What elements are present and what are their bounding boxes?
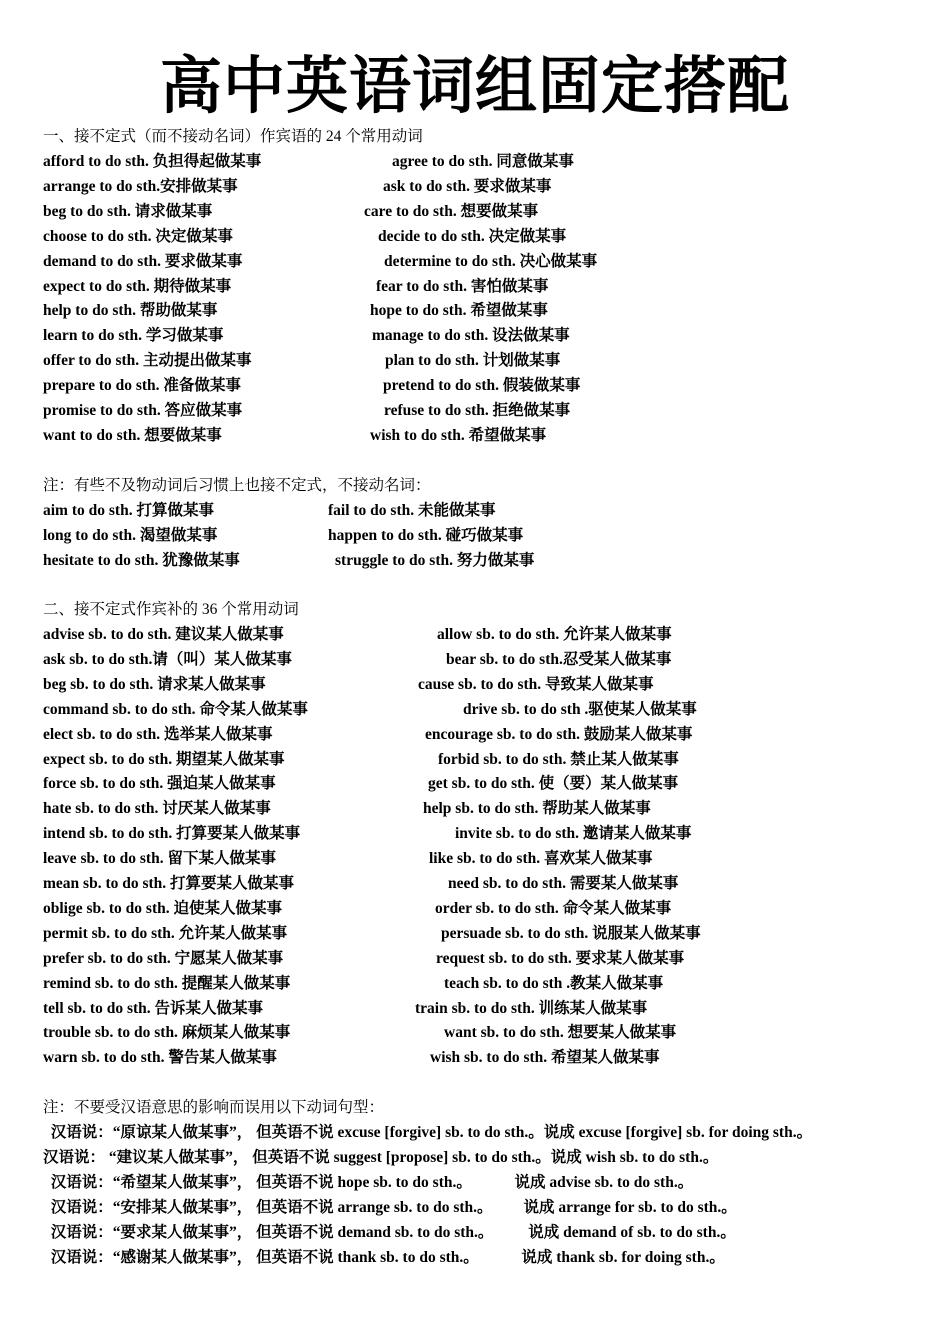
usage-note-line: 汉语说： “建议某人做某事”， 但英语不说 suggest [propose] sb. to do sth.。说成 wish sb. to do sth.。 [43, 1149, 719, 1166]
verb-phrase-left: demand to do sth. 要求做某事 [43, 253, 243, 270]
verb-phrase-right: persuade sb. to do sth. 说服某人做某事 [441, 925, 701, 942]
section2-row [43, 771, 903, 796]
verb-phrase-right: hope to do sth. 希望做某事 [370, 302, 548, 319]
verb-phrase-right: teach sb. to do sth .教某人做某事 [444, 975, 664, 992]
verb-phrase-left: offer to do sth. 主动提出做某事 [43, 352, 252, 369]
verb-phrase-left: help to do sth. 帮助做某事 [43, 302, 218, 319]
section1-row [43, 373, 903, 398]
verb-phrase-left: leave sb. to do sth. 留下某人做某事 [43, 850, 276, 867]
section2-row [43, 697, 903, 722]
verb-phrase-left: prepare to do sth. 准备做某事 [43, 377, 241, 394]
section2-row [43, 896, 903, 921]
verb-phrase-right: drive sb. to do sth .驱使某人做某事 [463, 701, 697, 718]
verb-phrase-left: permit sb. to do sth. 允许某人做某事 [43, 925, 288, 942]
verb-phrase-right: like sb. to do sth. 喜欢某人做某事 [429, 850, 653, 867]
verb-phrase-left: advise sb. to do sth. 建议某人做某事 [43, 626, 284, 643]
verb-phrase-right: happen to do sth. 碰巧做某事 [328, 527, 524, 544]
verb-phrase-right: cause sb. to do sth. 导致某人做某事 [418, 676, 654, 693]
verb-phrase-right: request sb. to do sth. 要求某人做某事 [436, 950, 685, 967]
verb-phrase-right: need sb. to do sth. 需要某人做某事 [448, 875, 679, 892]
note2-heading: 注：不要受汉语意思的影响而误用以下动词句型： [43, 1099, 385, 1116]
verb-phrase-left: promise to do sth. 答应做某事 [43, 402, 243, 419]
verb-phrase-left: force sb. to do sth. 强迫某人做某事 [43, 775, 276, 792]
section1-row [43, 298, 903, 323]
verb-phrase-left: expect sb. to do sth. 期望某人做某事 [43, 751, 285, 768]
section1-row [43, 348, 903, 373]
verb-phrase-left: beg to do sth. 请求做某事 [43, 203, 213, 220]
note1-row [43, 498, 903, 523]
verb-phrase-left: intend sb. to do sth. 打算要某人做某事 [43, 825, 301, 842]
verb-phrase-right: pretend to do sth. 假装做某事 [383, 377, 581, 394]
note1-heading: 注：有些不及物动词后习惯上也接不定式，不接动名词： [43, 477, 431, 494]
note1-row [43, 523, 903, 548]
note1-row [43, 548, 903, 573]
verb-phrase-left: choose to do sth. 决定做某事 [43, 228, 233, 245]
verb-phrase-right: wish to do sth. 希望做某事 [370, 427, 547, 444]
verb-phrase-right: refuse to do sth. 拒绝做某事 [384, 402, 571, 419]
section2-row [43, 1020, 903, 1045]
verb-phrase-right: care to do sth. 想要做某事 [364, 203, 539, 220]
verb-phrase-right: want sb. to do sth. 想要某人做某事 [444, 1024, 677, 1041]
verb-phrase-left: want to do sth. 想要做某事 [43, 427, 222, 444]
verb-phrase-left: oblige sb. to do sth. 迫使某人做某事 [43, 900, 282, 917]
verb-phrase-right: ask to do sth. 要求做某事 [383, 178, 552, 195]
section1-row [43, 199, 903, 224]
verb-phrase-right: allow sb. to do sth. 允许某人做某事 [437, 626, 672, 643]
verb-phrase-right: decide to do sth. 决定做某事 [378, 228, 567, 245]
verb-phrase-right: get sb. to do sth. 使（要）某人做某事 [428, 775, 679, 792]
section2-row [43, 921, 903, 946]
verb-phrase-right: fear to do sth. 害怕做某事 [376, 278, 549, 295]
section1-row [43, 323, 903, 348]
verb-phrase-right: encourage sb. to do sth. 鼓励某人做某事 [425, 726, 693, 743]
section2-row [43, 871, 903, 896]
usage-note-line: 汉语说：“感谢某人做某事”， 但英语不说 thank sb. to do sth.。 说成 thank sb. for doing sth.。 [43, 1249, 725, 1266]
section2-row [43, 722, 903, 747]
verb-phrase-left: remind sb. to do sth. 提醒某人做某事 [43, 975, 291, 992]
verb-phrase-left: beg sb. to do sth. 请求某人做某事 [43, 676, 266, 693]
section2-row [43, 996, 903, 1021]
verb-phrase-right: train sb. to do sth. 训练某人做某事 [415, 1000, 648, 1017]
verb-phrase-left: trouble sb. to do sth. 麻烦某人做某事 [43, 1024, 291, 1041]
verb-phrase-left: elect sb. to do sth. 选举某人做某事 [43, 726, 273, 743]
verb-phrase-right: invite sb. to do sth. 邀请某人做某事 [455, 825, 692, 842]
verb-phrase-left: long to do sth. 渴望做某事 [43, 527, 218, 544]
section2-row [43, 846, 903, 871]
usage-note-line: 汉语说：“原谅某人做某事”， 但英语不说 excuse [forgive] sb. to do sth.。说成 excuse [forgive] sb. for doing sth.。 [43, 1124, 813, 1141]
section2-row [43, 672, 903, 697]
section1-row [43, 249, 903, 274]
verb-phrase-left: aim to do sth. 打算做某事 [43, 502, 214, 519]
verb-phrase-right: plan to do sth. 计划做某事 [385, 352, 561, 369]
verb-phrase-left: learn to do sth. 学习做某事 [43, 327, 224, 344]
verb-phrase-left: mean sb. to do sth. 打算要某人做某事 [43, 875, 295, 892]
section1-row [43, 149, 903, 174]
section1-row [43, 224, 903, 249]
section1-row [43, 174, 903, 199]
verb-phrase-right: wish sb. to do sth. 希望某人做某事 [430, 1049, 660, 1066]
section2-heading: 二、接不定式作宾补的 36 个常用动词 [43, 601, 299, 618]
verb-phrase-right: help sb. to do sth. 帮助某人做某事 [423, 800, 651, 817]
verb-phrase-left: ask sb. to do sth.请（叫）某人做某事 [43, 651, 292, 668]
verb-phrase-left: prefer sb. to do sth. 宁愿某人做某事 [43, 950, 284, 967]
section2-row [43, 622, 903, 647]
verb-phrase-right: fail to do sth. 未能做某事 [328, 502, 496, 519]
verb-phrase-left: afford to do sth. 负担得起做某事 [43, 153, 262, 170]
usage-note-line: 汉语说：“希望某人做某事”， 但英语不说 hope sb. to do sth.。 说成 advise sb. to do sth.。 [43, 1174, 694, 1191]
verb-phrase-left: expect to do sth. 期待做某事 [43, 278, 232, 295]
verb-phrase-right: struggle to do sth. 努力做某事 [335, 552, 535, 569]
section2-row [43, 747, 903, 772]
verb-phrase-right: agree to do sth. 同意做某事 [392, 153, 574, 170]
verb-phrase-right: manage to do sth. 设法做某事 [372, 327, 570, 344]
verb-phrase-left: hate sb. to do sth. 讨厌某人做某事 [43, 800, 271, 817]
verb-phrase-left: tell sb. to do sth. 告诉某人做某事 [43, 1000, 264, 1017]
verb-phrase-right: order sb. to do sth. 命令某人做某事 [435, 900, 672, 917]
section2-row [43, 946, 903, 971]
section1-heading: 一、接不定式（而不接动名词）作宾语的 24 个常用动词 [43, 128, 423, 145]
section2-row [43, 821, 903, 846]
section2-row [43, 796, 903, 821]
section1-row [43, 398, 903, 423]
verb-phrase-right: bear sb. to do sth.忍受某人做某事 [446, 651, 672, 668]
verb-phrase-left: arrange to do sth.安排做某事 [43, 178, 238, 195]
section2-row [43, 971, 903, 996]
section2-row [43, 1045, 903, 1070]
verb-phrase-left: hesitate to do sth. 犹豫做某事 [43, 552, 240, 569]
section1-row [43, 423, 903, 448]
verb-phrase-right: determine to do sth. 决心做某事 [384, 253, 598, 270]
verb-phrase-left: command sb. to do sth. 命令某人做某事 [43, 701, 308, 718]
section2-row [43, 647, 903, 672]
section1-row [43, 274, 903, 299]
usage-note-line: 汉语说：“安排某人做某事”， 但英语不说 arrange sb. to do sth.。 说成 arrange for sb. to do sth.。 [43, 1199, 737, 1216]
page-title: 高中英语词组固定搭配 [159, 49, 790, 122]
verb-phrase-right: forbid sb. to do sth. 禁止某人做某事 [438, 751, 679, 768]
usage-note-line: 汉语说：“要求某人做某事”， 但英语不说 demand sb. to do sth.。 说成 demand of sb. to do sth.。 [43, 1224, 736, 1241]
verb-phrase-left: warn sb. to do sth. 警告某人做某事 [43, 1049, 277, 1066]
